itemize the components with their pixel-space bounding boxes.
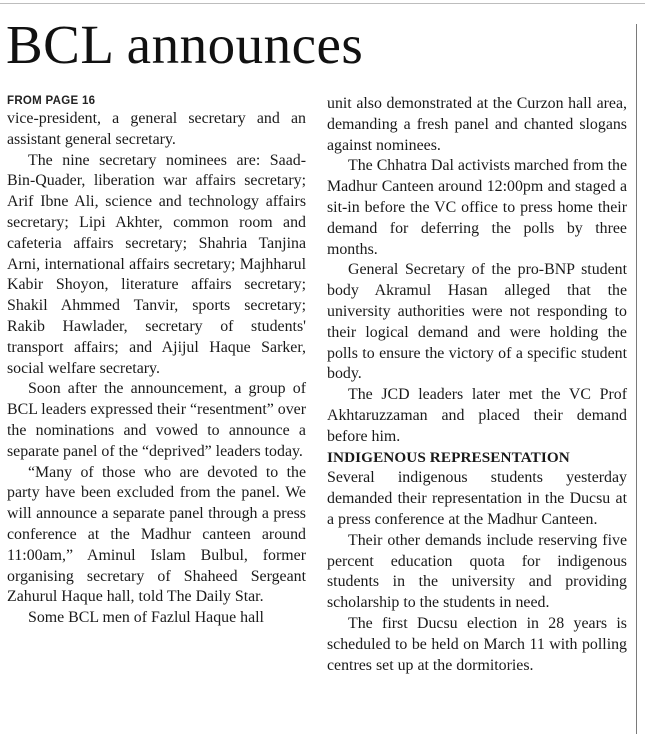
paragraph: The Chhatra Dal activists marched from the Madhur Canteen around 12:00pm and staged a sit-in before the VC office to press home their demand for deferring the polls by three months. — [327, 157, 627, 258]
paragraph: The JCD leaders later met the VC Prof Akhtaruzzaman and placed their demand before him. — [327, 386, 627, 445]
left-column — [7, 94, 306, 629]
right-column — [327, 94, 627, 676]
headline: BCL announces — [6, 14, 364, 75]
paragraph: Some BCL men of Fazlul Haque hall — [28, 609, 264, 627]
column-rule-right — [636, 24, 637, 734]
paragraph: Several indigenous students yesterday demanded their representation in the Ducsu at a press conference at the Madhur Canteen. — [327, 469, 627, 528]
paragraph: vice-president, a general secretary and an assistant general secretary. — [7, 110, 306, 148]
paragraph: The first Ducsu election in 28 years is scheduled to be held on March 11 with polling centres set up at the dormitories. — [327, 614, 627, 674]
top-rule — [0, 3, 645, 4]
paragraph: The nine secretary nominees are: Saad-Bin-Quader, liberation war affairs secretary; Arif Ibne Ali, science and technology affairs secretary; Lipi Akhter, common room and cafeteria affairs secretary; Shahria Tanjina Arni, international affairs secretary; Majhharul Kabir Shoyon, literature affairs secretary; Shakil Ahmmed Tanvir, sports secretary; Rakib Hawlader, secretary of students' transport affairs; and Ajijul Haque Sarker, social welfare secretary. — [7, 151, 306, 377]
paragraph: Soon after the announcement, a group of BCL leaders expressed their “resentment” over the nominations and vowed to announce a separate panel of the “deprived” leaders today. — [7, 380, 307, 460]
jump-label: FROM PAGE 16 — [7, 95, 96, 107]
paragraph: unit also demonstrated at the Curzon hall area, demanding a fresh panel and chanted slogans against nominees. — [327, 95, 627, 154]
paragraph: General Secretary of the pro-BNP student body Akramul Hasan alleged that the university authorities were not responding to their logical demand and were holding the polls to ensure the victory of a specific student body. — [327, 261, 627, 383]
paragraph: “Many of those who are devoted to the party have been excluded from the panel. We will announce a separate panel through a press conference at the Madhur canteen around 11:00am,” Aminul Islam Bulbul, former organising secretary of Shaheed Sergeant Zahurul Haque hall, told The Daily Star. — [7, 463, 306, 606]
subhead: INDIGENOUS REPRESENTATION — [327, 448, 570, 466]
paragraph: Their other demands include reserving five percent education quota for indigenous students in the university and providing scholarship to the students in need. — [327, 531, 627, 612]
